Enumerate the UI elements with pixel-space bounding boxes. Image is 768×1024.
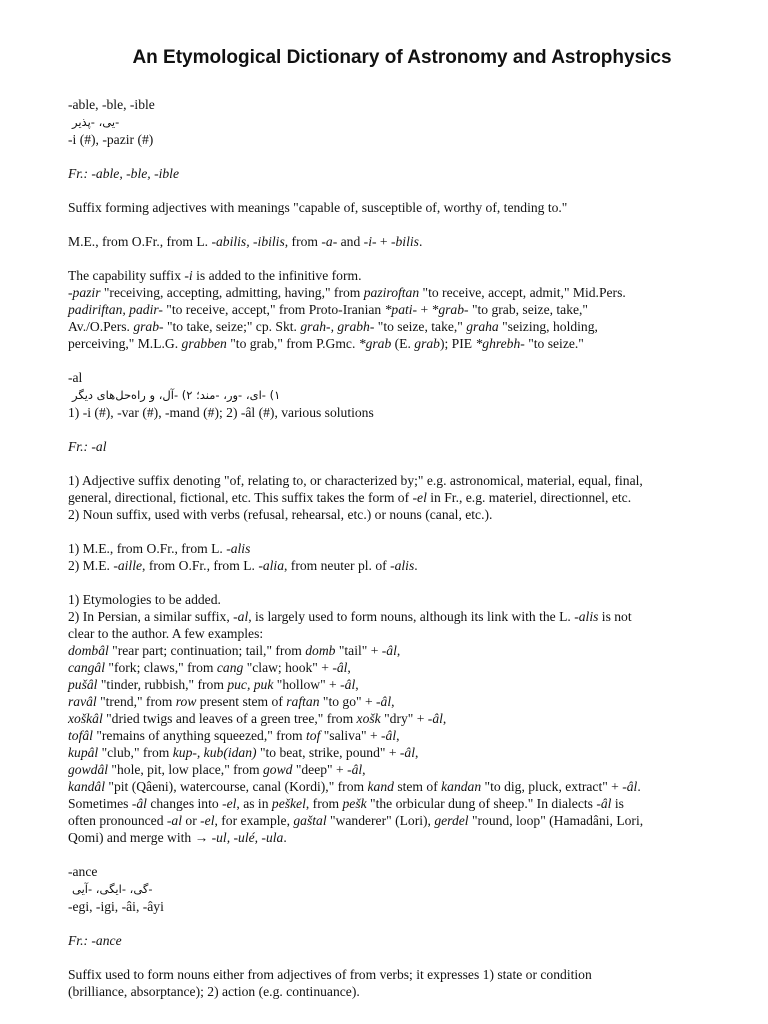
text-line: tofâl "remains of anything squeezed," from tof "saliva" + -âl,: [68, 728, 400, 743]
persian-equivalent: -یی، -پذیر: [72, 115, 120, 129]
text-line: cangâl "fork; claws," from cang "claw; hook" + -âl,: [68, 660, 351, 675]
text-line: 2) In Persian, a similar suffix, -al, is largely used to form nouns, although its link with the L. -alis is not: [68, 609, 632, 624]
text-line: gowdâl "hole, pit, low place," from gowd "deep" + -âl,: [68, 762, 366, 777]
text-line: (brilliance, absorptance); 2) action (e.g. continuance).: [68, 984, 360, 999]
definition: [68, 966, 728, 1000]
text-line: -pazir "receiving, accepting, admitting, having," from paziroftan "to receive, accept, admit," Mid.Pers.: [68, 285, 626, 300]
etymology-persian: [68, 267, 728, 352]
text-line: The capability suffix -i is added to the infinitive form.: [68, 268, 362, 283]
text-line: 1) Adjective suffix denoting "of, relating to, or characterized by;" e.g. astronomical, material, equal, final,: [68, 473, 643, 488]
text-line: padiriftan, padir- "to receive, accept," from Proto-Iranian *pati- + *grab- "to grab, seize, take,": [68, 302, 588, 317]
etymology-persian: [68, 591, 728, 846]
text-line: clear to the author. A few examples:: [68, 626, 264, 641]
text-line: perceiving," M.L.G. grabben "to grab," from P.Gmc. *grab (E. grab); PIE *ghrebh- "to seize.": [68, 336, 584, 351]
text-line: xoškâl "dried twigs and leaves of a green tree," from xošk "dry" + -âl,: [68, 711, 447, 726]
french-equivalent: Fr.: -ance: [68, 933, 122, 948]
entry-able: [68, 96, 728, 352]
page-title: An Etymological Dictionary of Astronomy and Astrophysics: [132, 47, 672, 68]
text-line: general, directional, fictional, etc. This suffix takes the form of -el in Fr., e.g. materiel, directionnel, etc.: [68, 490, 632, 505]
etymology-english: M.E., from O.Fr., from L. -abilis, -ibilis, from -a- and -i- + -bilis.: [68, 234, 423, 249]
entry-ance: [68, 863, 728, 1000]
text-line: Suffix used to form nouns either from adjectives of from verbs; it expresses 1) state or condition: [68, 967, 592, 982]
persian-equivalent: ۱) -ای، -ور، -مند؛ ۲) -آل، و راه‌حل‌های دیگر: [72, 388, 281, 402]
definition: [68, 472, 728, 523]
text-line: 2) Noun suffix, used with verbs (refusal, rehearsal, etc.) or nouns (canal, etc.).: [68, 507, 493, 522]
text-line: kupâl "club," from kup-, kub(idan) "to beat, strike, pound" + -âl,: [68, 745, 419, 760]
text-line: 1) Etymologies to be added.: [68, 592, 221, 607]
french-equivalent: Fr.: -able, -ble, -ible: [68, 166, 179, 181]
french-equivalent: Fr.: -al: [68, 439, 107, 454]
text-line: 2) M.E. -aille, from O.Fr., from L. -alia, from neuter pl. of -alis.: [68, 558, 418, 573]
transliteration: -i (#), -pazir (#): [68, 132, 154, 147]
text-line: ravâl "trend," from row present stem of raftan "to go" + -âl,: [68, 694, 395, 709]
text-line: Qomi) and merge with → -ul, -ulé, -ula.: [68, 830, 287, 845]
etymology-english: [68, 540, 728, 574]
headword: -ance: [68, 864, 98, 879]
text-line: Av./O.Pers. grab- "to take, seize;" cp. Skt. grah-, grabh- "to seize, take," graha "seizing, holding,: [68, 319, 598, 334]
entry-al: [68, 369, 728, 846]
transliteration: 1) -i (#), -var (#), -mand (#); 2) -âl (#), various solutions: [68, 405, 374, 420]
text-line: often pronounced -al or -el, for example, gaštal "wanderer" (Lori), gerdel "round, loop" (Hamadâni, Lori,: [68, 813, 644, 828]
text-line: 1) M.E., from O.Fr., from L. -alis: [68, 541, 251, 556]
text-line: pušâl "tinder, rubbish," from puc, puk "hollow" + -âl,: [68, 677, 359, 692]
headword: -al: [68, 370, 83, 385]
text-line: dombâl "rear part; continuation; tail," from domb "tail" + -âl,: [68, 643, 401, 658]
text-line: Sometimes -âl changes into -el, as in peškel, from pešk "the orbicular dung of sheep." In dialects -âl is: [68, 796, 624, 811]
persian-equivalent: -گی، -ایگی، -آیی: [72, 882, 153, 896]
definition: Suffix forming adjectives with meanings "capable of, susceptible of, worthy of, tending to.": [68, 200, 568, 215]
text-line: kandâl "pit (Qâeni), watercourse, canal (Kordi)," from kand stem of kandan "to dig, pluck, extract" + -âl.: [68, 779, 641, 794]
transliteration: -egi, -igi, -âi, -âyi: [68, 899, 164, 914]
headword: -able, -ble, -ible: [68, 97, 155, 112]
